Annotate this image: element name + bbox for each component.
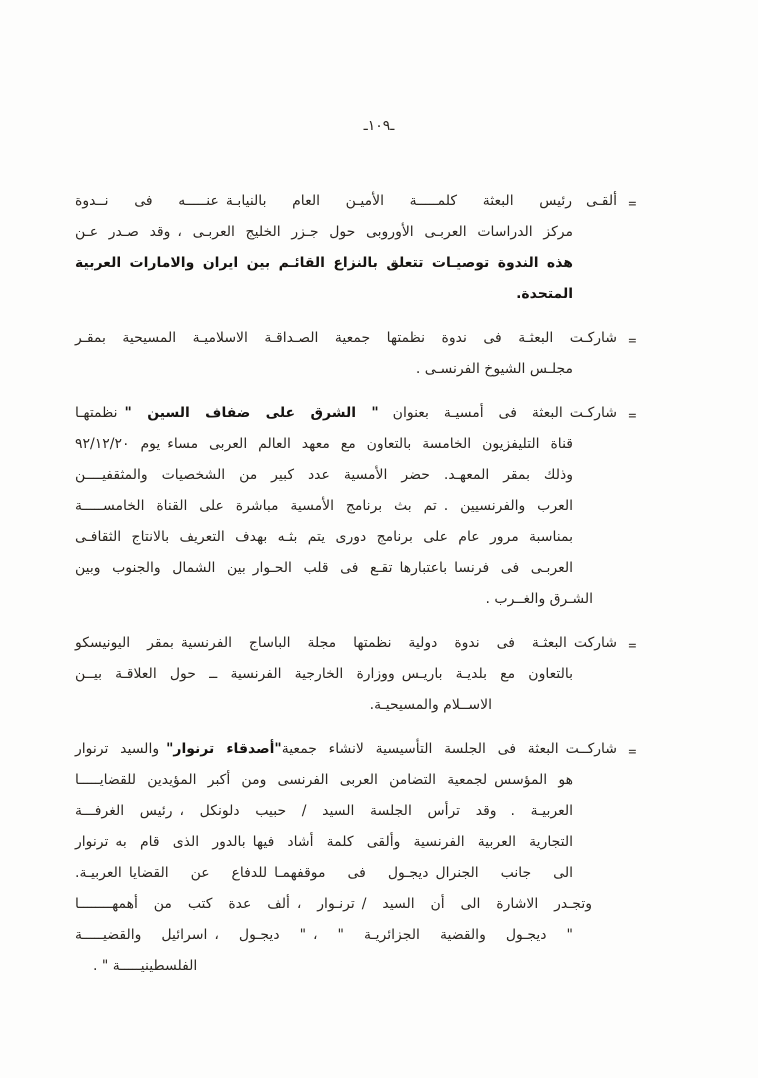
paragraph [75,186,637,310]
text-segment: شاركت البعثـة فى ندوة دولية نظمتها مجلة الباساج الفرنسية بمقر اليونيسكو [75,635,617,651]
text-line [93,951,573,982]
bold-text-segment: هذه الندوة توصيـات تتعلق بالنزاع القائـم بين ايران والامارات العربية المتحدة. [75,255,573,302]
text-line [75,522,573,553]
text-segment: العربـى فى فرنسا باعتبارها تقـع فى قلب الحـوار بين الشمال والجنوب وبين [75,560,573,576]
paragraph [75,628,637,721]
text-line [75,690,492,721]
text-segment: قناة التليفزيون الخامسة بالتعاون مع معهد العالم العربى مساء يوم ٩٢/١٢/٢٠ [75,436,573,452]
text-segment: التجارية العربية الفرنسية وألقى كلمة أشاد فيها بالدور الذى قام به ترنوار [75,834,573,850]
text-segment: الى جانب الجنرال ديجـول فى موقفهمـا للدفاع عن القضايا العربيـة. [75,865,573,881]
text-segment: العرب والفرنسيين . تم بث برنامج الأمسية مباشرة على القناة الخامســـــة [75,498,573,514]
text-line [75,584,593,615]
text-line [75,920,573,951]
paragraph [75,734,637,982]
text-segment: وتجـدر الاشارة الى أن السيد / ترنـوار ، ألف عدة كتب من أهمهــــــــا [75,896,592,912]
text-line [75,765,573,796]
text-line [75,491,573,522]
paragraph-marker: = [627,409,637,422]
text-line [75,429,573,460]
bold-text-segment: "أصدقاء ترنوار" [166,741,282,757]
text-line [75,248,573,310]
paragraph-marker: = [627,197,637,210]
paragraph [75,323,637,385]
text-segment: " ديجـول والقضية الجزائريـة " ، " ديجـول ، اسرائيل والقضيـــــة [75,927,573,943]
page-number: ـ١٠٩ـ [363,118,395,134]
document-body [75,186,637,995]
text-line [75,796,573,827]
text-segment: العربيـة . وقد ترأس الجلسة السيد / حبيب دلونكل ، رئيس الغرفـــة [75,803,573,819]
bold-text-segment: " الشرق على ضفاف السين " [124,405,379,421]
text-line [75,460,573,491]
text-segment: شاركــت البعثة فى الجلسة التأسيسية لانشاء جمعية [281,741,617,757]
text-line [75,398,617,429]
text-segment: هو المؤسس لجمعية التضامن العربى الفرنسى ومن أكبر المؤيدين للقضايـــــا [75,772,573,788]
text-line [75,827,573,858]
text-segment: بالتعاون مع بلديـة باريـس ووزارة الخارجية الفرنسية ــ حول العلاقـة بيــن [75,666,573,682]
text-line [75,217,573,248]
text-line [75,734,617,765]
paragraph-marker: = [627,639,637,652]
text-segment: الاســلام والمسيحيـة. [369,697,492,713]
text-line [75,323,617,354]
text-segment: شاركـت البعثة فى أمسيـة بعنوان [378,405,617,421]
text-segment: مجلـس الشيوخ الفرنسـى . [415,361,573,377]
text-line [75,628,617,659]
text-line [75,354,573,385]
text-line [75,858,573,889]
text-segment: بمناسبة مرور عام على برنامج دورى يتم بثـه بهدف التعريف بالانتاج الثقافـى [75,529,573,545]
paragraphs [75,186,637,982]
text-line [75,186,617,217]
text-line [75,553,573,584]
text-segment: مركز الدراسات العربـى الأوروبى حول جـزر الخليج العربـى ، وقد صـدر عـن [75,224,573,240]
paragraph-marker: = [627,334,637,347]
text-segment: والسيد ترنوار [75,741,167,757]
text-segment: وذلك بمقر المعهـد. حضر الأمسية عدد كبير من الشخصيات والمثقفيــــن [75,467,573,483]
text-line [75,659,573,690]
text-segment: نظمتهـا [75,405,125,421]
paragraph-marker: = [627,745,637,758]
text-segment: شاركـت البعثـة فى ندوة نظمتها جمعية الصـداقـة الاسلاميـة المسيحية بمقـر [75,330,617,346]
text-segment: ألقـى رئيس البعثة كلمـــــة الأميـن العام بالنيابـة عنـــــه فى نــدوة [75,193,617,209]
text-segment: الفلسطينيـــــة " . [93,958,198,974]
paragraph [75,398,637,615]
text-line [75,889,592,920]
text-segment: الشـرق والغــرب . [485,591,593,607]
